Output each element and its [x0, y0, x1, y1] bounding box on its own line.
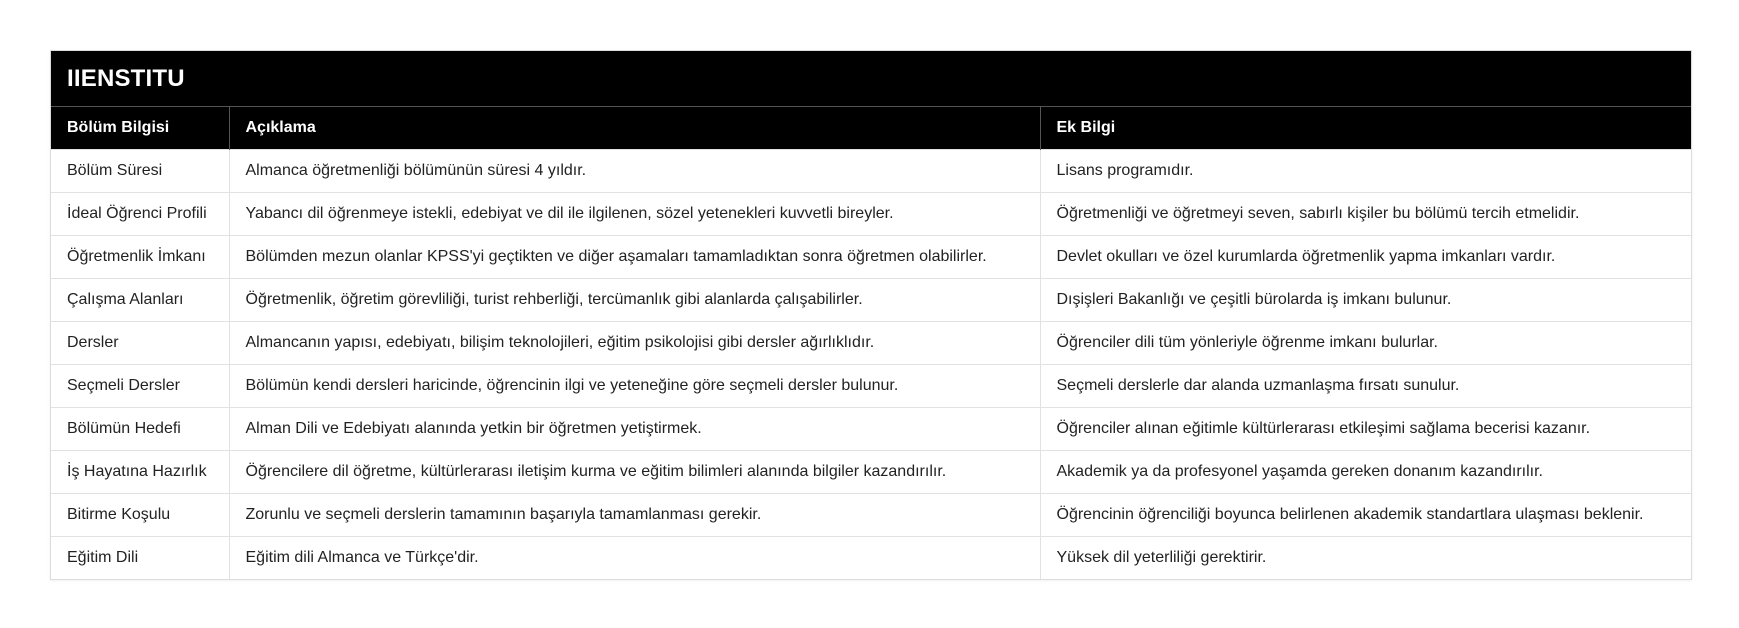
cell-extra-info: Lisans programıdır.	[1040, 150, 1691, 193]
cell-section-info: Çalışma Alanları	[51, 279, 229, 322]
cell-section-info: Seçmeli Dersler	[51, 365, 229, 408]
cell-description: Zorunlu ve seçmeli derslerin tamamının başarıyla tamamlanması gerekir.	[229, 494, 1040, 537]
table-row	[51, 322, 1691, 365]
column-header-extra-info: Ek Bilgi	[1040, 107, 1691, 150]
cell-section-info: Bölüm Süresi	[51, 150, 229, 193]
cell-extra-info: Seçmeli derslerle dar alanda uzmanlaşma fırsatı sunulur.	[1040, 365, 1691, 408]
cell-description: Öğrencilere dil öğretme, kültürlerarası iletişim kurma ve eğitim bilimleri alanında bilgiler kazandırılır.	[229, 451, 1040, 494]
cell-description: Öğretmenlik, öğretim görevliliği, turist rehberliği, tercümanlık gibi alanlarda çalışabilirler.	[229, 279, 1040, 322]
cell-extra-info: Öğretmenliği ve öğretmeyi seven, sabırlı kişiler bu bölümü tercih etmelidir.	[1040, 193, 1691, 236]
cell-description: Alman Dili ve Edebiyatı alanında yetkin bir öğretmen yetiştirmek.	[229, 408, 1040, 451]
cell-section-info: Öğretmenlik İmkanı	[51, 236, 229, 279]
table-row	[51, 451, 1691, 494]
table-row	[51, 365, 1691, 408]
cell-section-info: Eğitim Dili	[51, 537, 229, 580]
cell-description: Almanca öğretmenliği bölümünün süresi 4 yıldır.	[229, 150, 1040, 193]
cell-section-info: Bölümün Hedefi	[51, 408, 229, 451]
cell-extra-info: Öğrenciler alınan eğitimle kültürlerarası etkileşimi sağlama becerisi kazanır.	[1040, 408, 1691, 451]
table-header-row	[51, 107, 1691, 150]
cell-extra-info: Yüksek dil yeterliliği gerektirir.	[1040, 537, 1691, 580]
cell-extra-info: Akademik ya da profesyonel yaşamda gereken donanım kazandırılır.	[1040, 451, 1691, 494]
info-table-card	[50, 50, 1692, 580]
cell-extra-info: Dışişleri Bakanlığı ve çeşitli bürolarda iş imkanı bulunur.	[1040, 279, 1691, 322]
table-row	[51, 236, 1691, 279]
cell-section-info: İdeal Öğrenci Profili	[51, 193, 229, 236]
cell-description: Eğitim dili Almanca ve Türkçe'dir.	[229, 537, 1040, 580]
table-row	[51, 150, 1691, 193]
info-table	[51, 107, 1691, 579]
cell-section-info: Bitirme Koşulu	[51, 494, 229, 537]
cell-description: Almancanın yapısı, edebiyatı, bilişim teknolojileri, eğitim psikolojisi gibi dersler ağırlıklıdır.	[229, 322, 1040, 365]
cell-description: Yabancı dil öğrenmeye istekli, edebiyat ve dil ile ilgilenen, sözel yetenekleri kuvvetli bireyler.	[229, 193, 1040, 236]
table-row	[51, 537, 1691, 580]
table-row	[51, 408, 1691, 451]
cell-description: Bölümün kendi dersleri haricinde, öğrencinin ilgi ve yeteneğine göre seçmeli dersler bulunur.	[229, 365, 1040, 408]
column-header-description: Açıklama	[229, 107, 1040, 150]
cell-section-info: Dersler	[51, 322, 229, 365]
cell-description: Bölümden mezun olanlar KPSS'yi geçtikten ve diğer aşamaları tamamladıktan sonra öğretmen olabilirler.	[229, 236, 1040, 279]
brand-title: IIENSTITU	[51, 51, 1691, 107]
cell-extra-info: Öğrencinin öğrenciliği boyunca belirlenen akademik standartlara ulaşması beklenir.	[1040, 494, 1691, 537]
column-header-section-info: Bölüm Bilgisi	[51, 107, 229, 150]
cell-extra-info: Devlet okulları ve özel kurumlarda öğretmenlik yapma imkanları vardır.	[1040, 236, 1691, 279]
cell-section-info: İş Hayatına Hazırlık	[51, 451, 229, 494]
table-row	[51, 193, 1691, 236]
cell-extra-info: Öğrenciler dili tüm yönleriyle öğrenme imkanı bulurlar.	[1040, 322, 1691, 365]
table-row	[51, 279, 1691, 322]
table-row	[51, 494, 1691, 537]
